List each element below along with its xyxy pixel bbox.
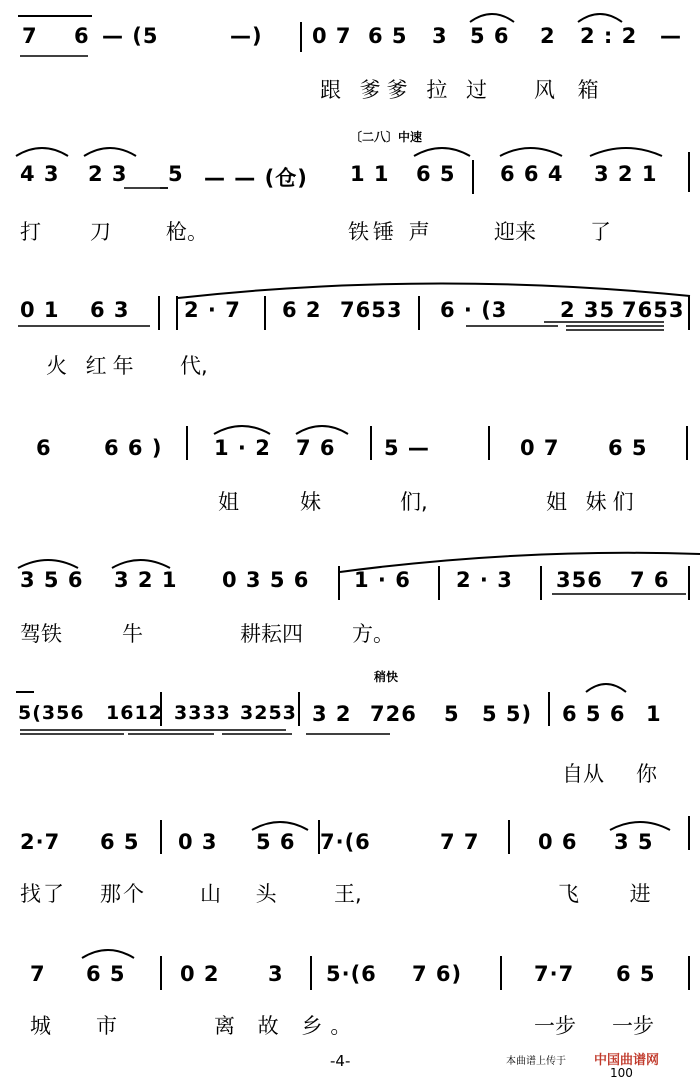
note: 5·(6 [326, 962, 377, 986]
note: 6 3 [90, 298, 130, 322]
lyric: 铁锤 声 [348, 220, 434, 244]
note: 0 3 5 6 [222, 568, 310, 592]
note: 6 5 [100, 830, 140, 854]
note: 7653 [622, 298, 685, 322]
lyric: 飞 进 [558, 882, 673, 906]
lyric-line [0, 618, 700, 648]
note: 5 5) [482, 702, 533, 726]
note: 3333 [174, 702, 231, 724]
note: 3253 [240, 702, 297, 724]
note: 2·7 [20, 830, 61, 854]
lyric: 你 [636, 762, 657, 786]
note: 7·(6 [320, 830, 371, 854]
bottom-number: 100 [610, 1066, 633, 1080]
notation-line [0, 162, 700, 192]
notation-line [0, 962, 700, 992]
note: 3 2 1 [594, 162, 658, 186]
note: 1 [646, 702, 662, 726]
note: 7 [22, 24, 38, 48]
lyric-line [0, 350, 700, 380]
tempo-annotation: 〔二八〕中速 [350, 130, 423, 144]
note: 5 — [384, 436, 430, 460]
note: 3 2 1 [114, 568, 178, 592]
page-number: -4- [330, 1052, 351, 1070]
note: 0 7 [312, 24, 352, 48]
lyric: 方。 [352, 622, 394, 646]
note: 4 3 [20, 162, 60, 186]
lyric: 耕耘四 [240, 622, 303, 646]
upload-note: 本曲谱上传于 [506, 1056, 566, 1067]
lyric: 火 红年 [46, 354, 140, 378]
note: — [660, 24, 682, 48]
note: 5 [168, 162, 184, 186]
lyric-line [0, 216, 700, 246]
note: 6 [36, 436, 52, 460]
notation-line [0, 830, 700, 860]
note: 6 5 [86, 962, 126, 986]
note: 0 6 [538, 830, 578, 854]
tempo-annotation: 稍快 [374, 670, 399, 684]
lyric: 离 故 乡。 [214, 1014, 360, 1038]
note: 356 [556, 568, 603, 592]
notation-line [0, 702, 700, 732]
lyric: 王, [334, 882, 362, 906]
note: 6 5 [416, 162, 456, 186]
lyric: 市 [96, 1014, 117, 1038]
lyric: 刀 [90, 220, 111, 244]
lyric: 代, [180, 354, 208, 378]
lyric: 自从 [562, 762, 604, 786]
note: 7 6 [296, 436, 336, 460]
lyric: 了 [590, 220, 611, 244]
lyric: 驾铁 [20, 622, 62, 646]
lyric: 打 [20, 220, 41, 244]
lyric: 们, [400, 490, 428, 514]
lyric-line [0, 758, 700, 788]
note: 6 · (3 [440, 298, 508, 322]
note: — — (仓) [204, 166, 308, 190]
lyric: 一步 [534, 1014, 576, 1038]
note: 1 · 2 [214, 436, 271, 460]
notation-line [0, 568, 700, 598]
lyric: 一步 [612, 1014, 654, 1038]
lyric: 找了 [20, 882, 66, 906]
note: 6 6 ) [104, 436, 163, 460]
notation-line [0, 436, 700, 466]
lyric-line [0, 486, 700, 516]
notation-line [0, 24, 700, 54]
note: 5 [444, 702, 460, 726]
note: 5(356 [18, 702, 85, 724]
note: 2 3 [88, 162, 128, 186]
note: 3 5 6 [20, 568, 84, 592]
lyric: 跟 爹爹 拉 过 [320, 78, 494, 102]
lyric: 迎来 [494, 220, 536, 244]
note: — (5 [102, 24, 159, 48]
site-logo: 中国曲谱网 [594, 1053, 660, 1068]
lyric: 山 头 [200, 882, 291, 906]
note: 3 5 [614, 830, 654, 854]
lyric: 妹 [300, 490, 321, 514]
lyric-line [0, 74, 700, 104]
lyric: 枪。 [166, 220, 208, 244]
lyric-line [0, 878, 700, 908]
note: 7 [30, 962, 46, 986]
note: 2 [540, 24, 556, 48]
note: 6 5 6 [562, 702, 626, 726]
note: 1 · 6 [354, 568, 411, 592]
note: 2 : 2 [580, 24, 638, 48]
note: 6 5 [616, 962, 656, 986]
note: 1612 [106, 702, 163, 724]
note: 6 2 [282, 298, 322, 322]
note: 6 5 [608, 436, 648, 460]
notation-line [0, 298, 700, 328]
lyric: 牛 [122, 622, 143, 646]
note: 726 [370, 702, 417, 726]
note: 6 6 4 [500, 162, 564, 186]
note: 2 35 [560, 298, 616, 322]
note: 0 1 [20, 298, 60, 322]
note: 1 1 [350, 162, 390, 186]
note: 0 7 [520, 436, 560, 460]
note: 7·7 [534, 962, 575, 986]
lyric: 姐 [218, 490, 239, 514]
note: 5 6 [470, 24, 510, 48]
lyric-line [0, 1010, 700, 1040]
note: 7653 [340, 298, 403, 322]
note: 7 6) [412, 962, 463, 986]
note: 7 7 [440, 830, 480, 854]
note: 3 [268, 962, 284, 986]
note: 2 · 3 [456, 568, 513, 592]
note: 0 3 [178, 830, 218, 854]
note: 5 6 [256, 830, 296, 854]
lyric: 那个 [100, 882, 146, 906]
lyric: 姐 妹们 [546, 490, 640, 514]
note: —) [230, 24, 263, 48]
note: 6 5 [368, 24, 408, 48]
lyric: 城 [30, 1014, 51, 1038]
note: 7 6 [630, 568, 670, 592]
note: 6 [74, 24, 90, 48]
note: 0 2 [180, 962, 220, 986]
lyric: 风 箱 [534, 78, 607, 102]
note: 2 · 7 [184, 298, 241, 322]
note: 3 [432, 24, 448, 48]
note: 3 2 [312, 702, 352, 726]
